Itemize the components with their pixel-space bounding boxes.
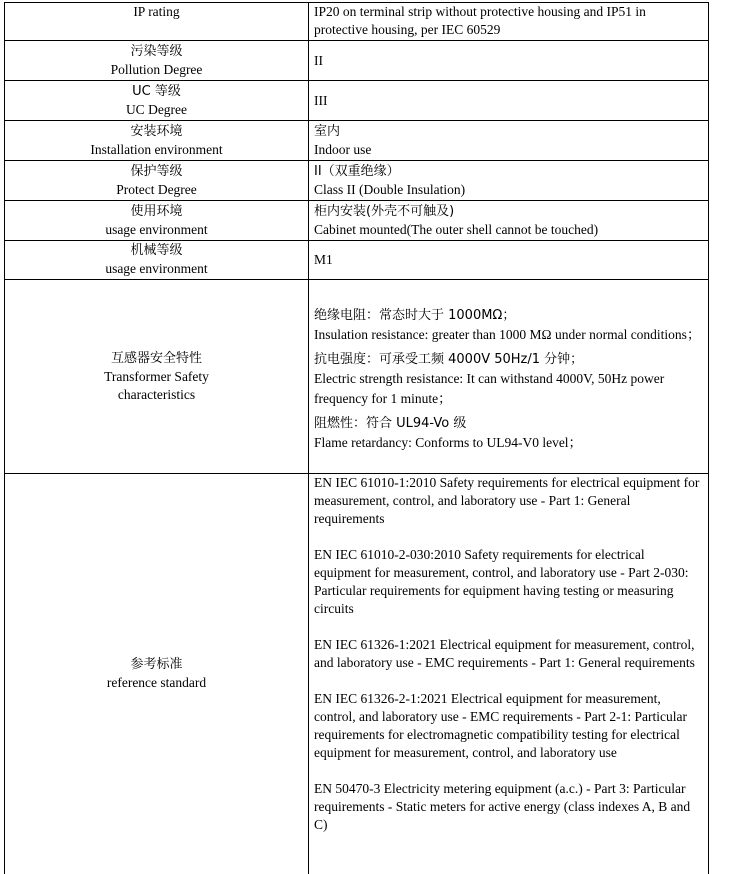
standard-item: EN 50470-3 Electricity metering equipment (a.c.) - Part 3: Particular requirements - Static meters for active energy (class indexes A, B and C) [314, 781, 691, 832]
label-zh: UC 等级 [132, 83, 181, 99]
value-zh: 柜内安装(外壳不可触及) [314, 203, 455, 219]
label-zh: 污染等级 [130, 43, 183, 59]
table-row [5, 121, 709, 161]
value-zh: II（双重绝缘） [314, 163, 400, 179]
row-label [5, 280, 309, 474]
row-label [5, 81, 309, 121]
safety-item-en: Flame retardancy: Conforms to UL94-V0 level； [314, 434, 583, 450]
label-zh: 安装环境 [130, 123, 183, 139]
row-value [309, 241, 709, 280]
row-label [5, 201, 309, 241]
safety-item-en: Insulation resistance: greater than 1000 MΩ under normal conditions； [314, 326, 701, 342]
label-en: UC Degree [125, 101, 188, 117]
table-row [5, 3, 709, 41]
row-value [309, 201, 709, 241]
label-en: Pollution Degree [110, 61, 203, 77]
label-en: Installation environment [90, 141, 223, 157]
standard-item: EN IEC 61010-1:2010 Safety requirements for electrical equipment for measurement, control, and laboratory use - Part 1: General requirements [314, 475, 700, 526]
label-en: Protect Degree [116, 181, 197, 197]
label-zh: 保护等级 [130, 163, 183, 179]
row-value [309, 81, 709, 121]
standard-item: EN IEC 61010-2-030:2010 Safety requirements for electrical equipment for measurement, control, and laboratory use - Part 2-030: Particular requirements for equipment having testing or measuring circuits [314, 547, 689, 616]
label-en: IP rating [133, 4, 180, 19]
value-en: Class II (Double Insulation) [314, 181, 466, 197]
table-row [5, 81, 709, 121]
row-label [5, 241, 309, 280]
label-en: usage environment [105, 221, 208, 237]
safety-item-zh: 阻燃性：符合 UL94-Vo 级 [314, 415, 467, 431]
safety-item-zh: 抗电强度：可承受工频 4000V 50Hz/1 分钟； [314, 351, 584, 367]
label-zh: 参考标准 [130, 656, 183, 672]
row-label [5, 161, 309, 201]
row-value [309, 474, 709, 874]
row-label [5, 121, 309, 161]
label-en: Transformer Safety [104, 368, 209, 384]
label-zh: 使用环境 [130, 203, 183, 219]
label-zh: 互感器安全特性 [110, 350, 202, 366]
label-en: usage environment [105, 261, 208, 276]
table-row [5, 41, 709, 81]
label-en: characteristics [117, 386, 196, 402]
label-zh: 机械等级 [130, 243, 183, 258]
value-text: II [314, 52, 323, 68]
row-value [309, 3, 709, 41]
value-en: Indoor use [314, 141, 372, 157]
value-text: M1 [314, 252, 333, 267]
value-text: IP20 on terminal strip without protective housing and IP51 in protective housing, per IEC 60529 [314, 4, 646, 37]
row-value [309, 41, 709, 81]
standard-item: EN IEC 61326-1:2021 Electrical equipment for measurement, control, and laboratory use - EMC requirements - Part 1: General requirements [314, 637, 695, 670]
table-row [5, 161, 709, 201]
value-en: Cabinet mounted(The outer shell cannot be touched) [314, 221, 599, 237]
spec-table [4, 2, 709, 874]
label-en: reference standard [106, 674, 207, 690]
table-row [5, 474, 709, 874]
safety-item-zh: 绝缘电阻：常态时大于 1000MΩ； [314, 307, 516, 323]
table-row [5, 241, 709, 280]
row-label [5, 3, 309, 41]
table-row [5, 280, 709, 474]
row-value [309, 280, 709, 474]
standard-item: EN IEC 61326-2-1:2021 Electrical equipment for measurement, control, and laboratory use - EMC requirements - Part 2-1: Particular requirements for electromagnetic compatibility testing for electrical equipment for measurement, control, and laboratory use [314, 691, 688, 760]
row-value [309, 161, 709, 201]
safety-item-en: Electric strength resistance: It can withstand 4000V, 50Hz power frequency for 1 minute； [314, 370, 665, 406]
row-value [309, 121, 709, 161]
row-label [5, 474, 309, 874]
row-label [5, 41, 309, 81]
value-zh: 室内 [314, 123, 341, 139]
table-row [5, 201, 709, 241]
value-text: III [314, 92, 328, 108]
